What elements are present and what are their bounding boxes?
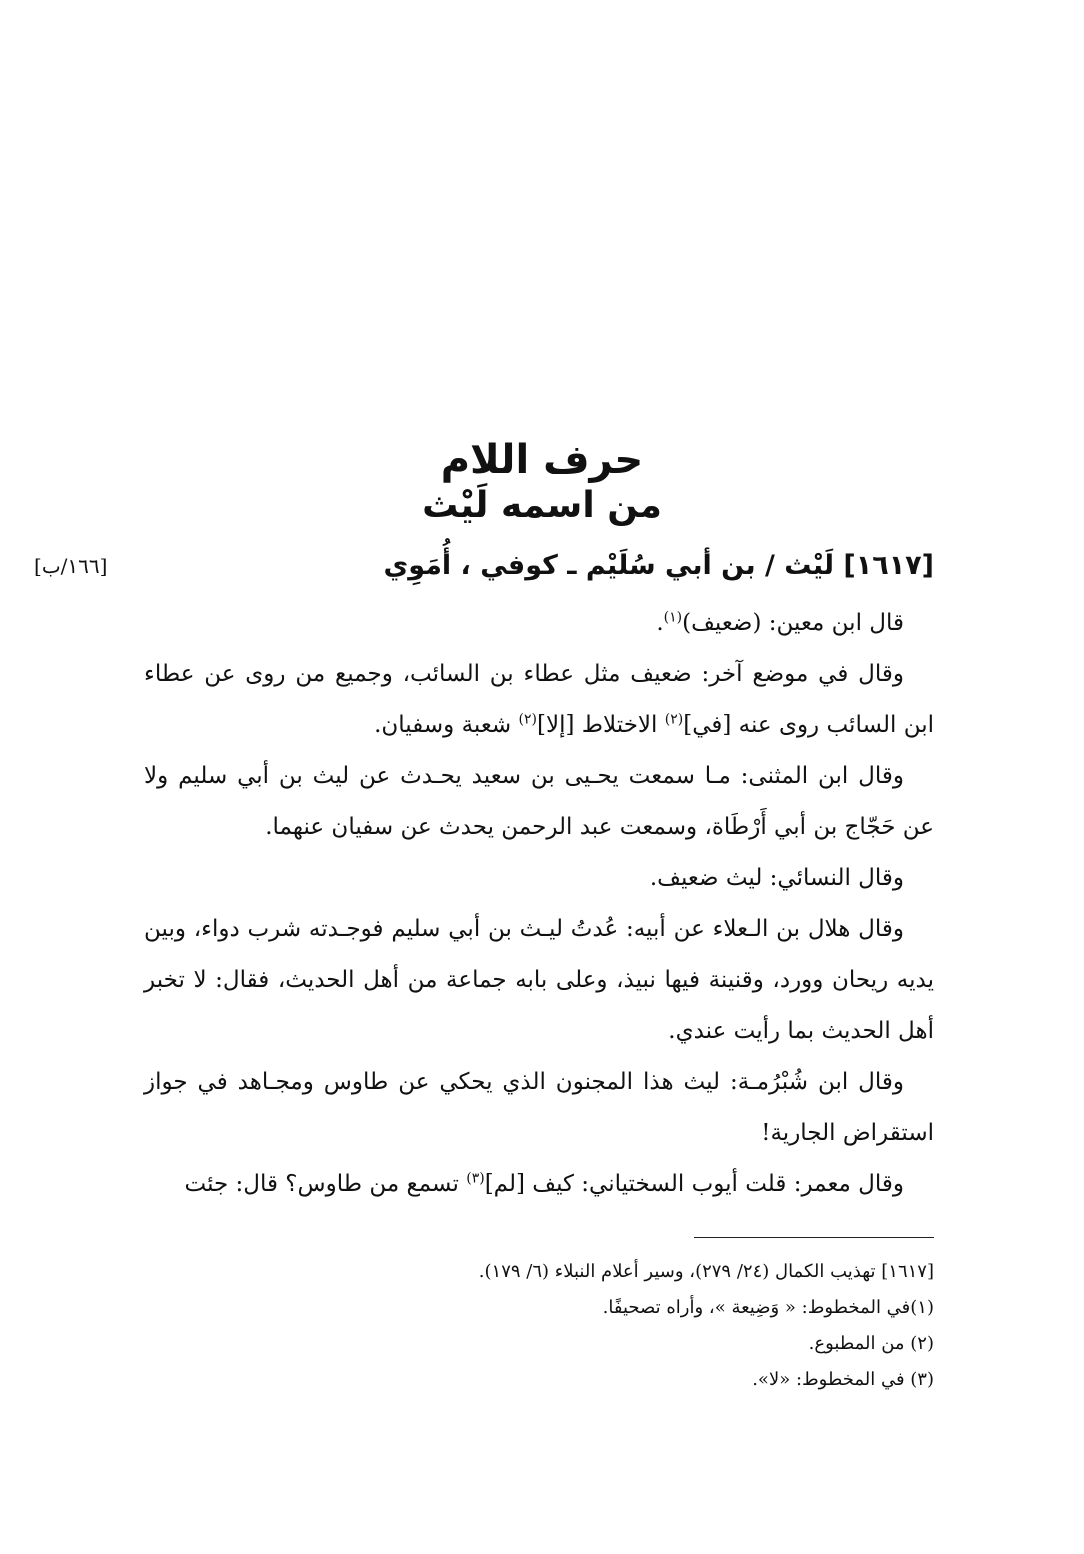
section-subtitle: من اسمه لَيْث: [422, 485, 662, 526]
paragraph-text: قال ابن معين: (ضعيف): [682, 610, 904, 636]
footnote: (٢) من المطبوع.: [808, 1333, 934, 1354]
paragraph-text: .: [656, 610, 664, 636]
paragraph-text: وقال معمر: قلت أيوب السختياني: كيف [لم]: [484, 1171, 904, 1197]
paragraph: [144, 1159, 934, 1210]
paragraph-text: وقال ابن شُبْرُمـة: ليث هذا المجنون الذي يحكي عن طاوس ومجـاهد في جواز استقراض الجارية!: [144, 1069, 934, 1146]
footnote-marker: (٣): [466, 1170, 485, 1187]
paragraph-text: وقال هلال بن الـعلاء عن أبيه: عُدتُ ليـث بن أبي سليم فوجـدته شرب دواء، وبين يديه ريحان وورد، وقنينة فيها نبيذ، وعلى بابه جماعة من أهل الحديث، فقال: لا تخبر أهل الحديث بما رأيت عندي.: [144, 916, 934, 1044]
chapter-title: حرف اللام: [440, 437, 644, 483]
paragraph: [144, 598, 934, 649]
footnote: (١)في المخطوط: « وَضِيعة »، وأراه تصحيفًا.: [602, 1297, 934, 1318]
paragraph: [144, 1057, 934, 1159]
paragraph-text: وقال في موضع آخر: ضعيف مثل عطاء بن السائب، وجميع من روى عن عطاء ابن السائب روى عنه [في]: [144, 661, 934, 738]
main-text: [144, 598, 934, 1210]
paragraph-text: شعبة وسفيان.: [374, 712, 519, 738]
paragraph-text: تسمع من طاوس؟ قال: جئت: [184, 1171, 467, 1197]
paragraph: [144, 649, 934, 751]
footnote-marker: (٢): [664, 711, 684, 728]
paragraph: [144, 751, 934, 853]
paragraph-text: الاختلاط [إلا]: [537, 712, 665, 738]
footnote-marker: (١): [663, 609, 683, 626]
footnote: [١٦١٧] تهذيب الكمال (٢٤/ ٢٧٩)، وسير أعلام النبلاء (٦/ ١٧٩).: [478, 1261, 934, 1282]
footnote-separator: [694, 1237, 934, 1238]
paragraph: [144, 904, 934, 1057]
entry-heading: [١٦١٧] لَيْث / بن أبي سُلَيْم ـ كوفي ، أُمَوِي: [383, 550, 934, 581]
paragraph-text: وقال النسائي: ليث ضعيف.: [649, 865, 904, 891]
manuscript-folio-ref: [١٦٦/ب]: [34, 554, 108, 578]
footnote-marker: (٢): [518, 711, 537, 728]
footnotes: [144, 1254, 934, 1398]
footnote: (٣) في المخطوط: «لا».: [752, 1369, 934, 1390]
paragraph-text: وقال ابن المثنى: مـا سمعت يحـيى بن سعيد يحـدث عن ليث بن أبي سليم ولا عن حَجّاج بن أبي أَرْطَاة، وسمعت عبد الرحمن يحدث عن سفيان عنهما.: [144, 763, 934, 840]
paragraph: [144, 853, 934, 904]
